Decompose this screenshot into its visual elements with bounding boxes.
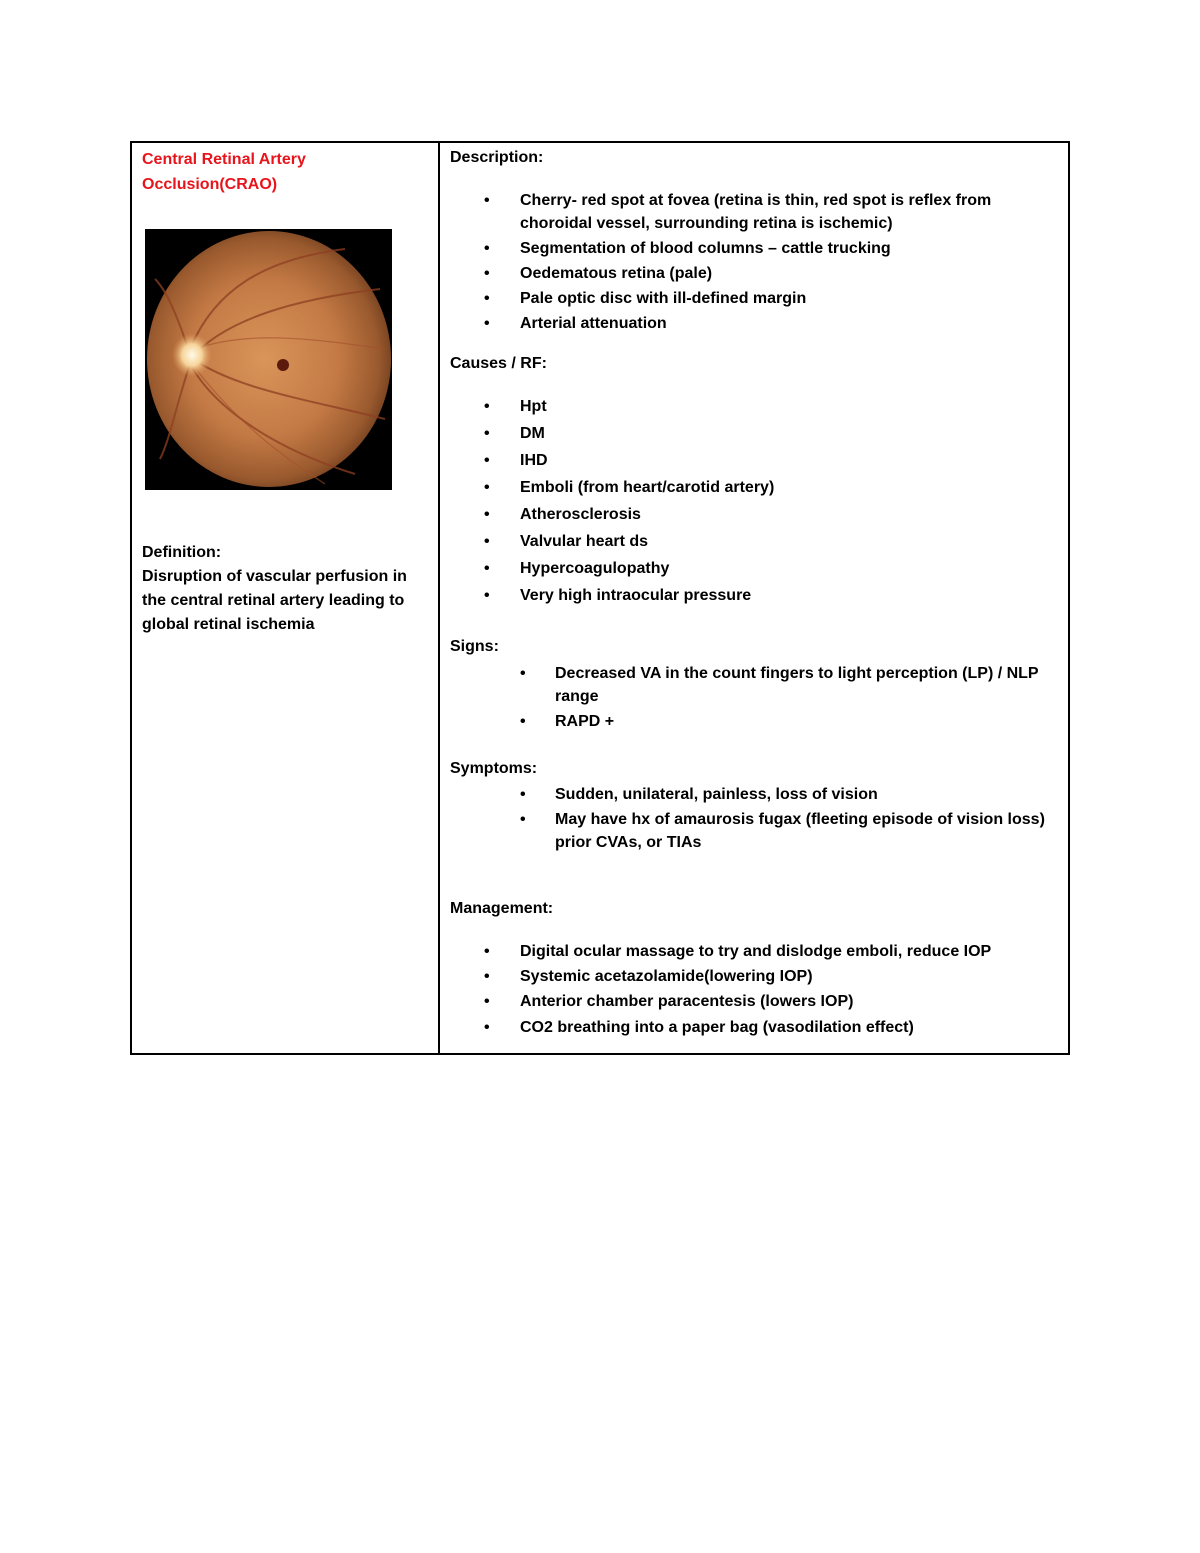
list-item: • May have hx of amaurosis fugax (fleeting episode of vision loss) prior CVAs, or TIAs	[450, 808, 1062, 854]
list-item: • Cherry- red spot at fovea (retina is thin, red spot is reflex from choroidal vessel, surrounding retina is ischemic)	[450, 189, 1062, 235]
list-item: • Pale optic disc with ill-defined margin	[450, 287, 1062, 310]
symptoms-list	[450, 783, 1062, 854]
bullet-icon: •	[484, 506, 490, 523]
list-item: • Hypercoagulopathy	[450, 557, 774, 580]
symptoms-heading: Symptoms:	[450, 760, 538, 777]
signs-list	[450, 662, 1062, 733]
list-item: • Oedematous retina (pale)	[450, 262, 1062, 285]
list-item: • Hpt	[450, 395, 774, 418]
definition-text: Disruption of vascular perfusion in the central retinal artery leading to global retinal ischemia	[142, 568, 407, 633]
bullet-icon: •	[484, 315, 490, 332]
list-item: • CO2 breathing into a paper bag (vasodilation effect)	[450, 1016, 991, 1039]
bullet-icon: •	[484, 993, 490, 1010]
list-item: • Anterior chamber paracentesis (lowers IOP)	[450, 990, 991, 1013]
management-heading: Management:	[450, 900, 554, 917]
list-item: • Emboli (from heart/carotid artery)	[450, 476, 774, 499]
list-item: • Very high intraocular pressure	[450, 584, 774, 607]
bullet-icon: •	[520, 713, 526, 730]
fundus-illustration	[145, 229, 392, 490]
fundus-image	[145, 229, 392, 490]
bullet-icon: •	[484, 265, 490, 282]
bullet-icon: •	[484, 587, 490, 604]
description-list	[450, 189, 1062, 335]
bullet-icon: •	[484, 1019, 490, 1036]
bullet-icon: •	[484, 192, 490, 209]
list-item: • Systemic acetazolamide(lowering IOP)	[450, 965, 991, 988]
crao-card	[130, 141, 1070, 1055]
bullet-icon: •	[484, 398, 490, 415]
bullet-icon: •	[484, 533, 490, 550]
condition-title: Central Retinal Artery Occlusion(CRAO)	[142, 151, 306, 193]
bullet-icon: •	[520, 811, 526, 828]
management-list	[450, 940, 991, 1039]
list-item: • Valvular heart ds	[450, 530, 774, 553]
list-item: • IHD	[450, 449, 774, 472]
bullet-icon: •	[484, 479, 490, 496]
list-item: • RAPD +	[450, 710, 1062, 733]
bullet-icon: •	[484, 560, 490, 577]
list-item: • Arterial attenuation	[450, 312, 1062, 335]
list-item: • Decreased VA in the count fingers to light perception (LP) / NLP range	[450, 662, 1062, 708]
column-divider	[438, 143, 440, 1053]
list-item: • DM	[450, 422, 774, 445]
bullet-icon: •	[484, 425, 490, 442]
list-item: • Atherosclerosis	[450, 503, 774, 526]
definition-heading: Definition:	[142, 544, 222, 561]
bullet-icon: •	[484, 968, 490, 985]
bullet-icon: •	[520, 665, 526, 682]
definition-block	[142, 541, 430, 637]
causes-list	[450, 395, 774, 607]
left-column	[142, 147, 432, 633]
bullet-icon: •	[484, 943, 490, 960]
description-heading: Description:	[450, 149, 544, 166]
bullet-icon: •	[520, 786, 526, 803]
list-item: • Segmentation of blood columns – cattle trucking	[450, 237, 1062, 260]
list-item: • Sudden, unilateral, painless, loss of vision	[450, 783, 1062, 806]
bullet-icon: •	[484, 290, 490, 307]
bullet-icon: •	[484, 240, 490, 257]
bullet-icon: •	[484, 452, 490, 469]
signs-heading: Signs:	[450, 638, 499, 655]
list-item: • Digital ocular massage to try and dislodge emboli, reduce IOP	[450, 940, 991, 963]
causes-heading: Causes / RF:	[450, 355, 547, 372]
